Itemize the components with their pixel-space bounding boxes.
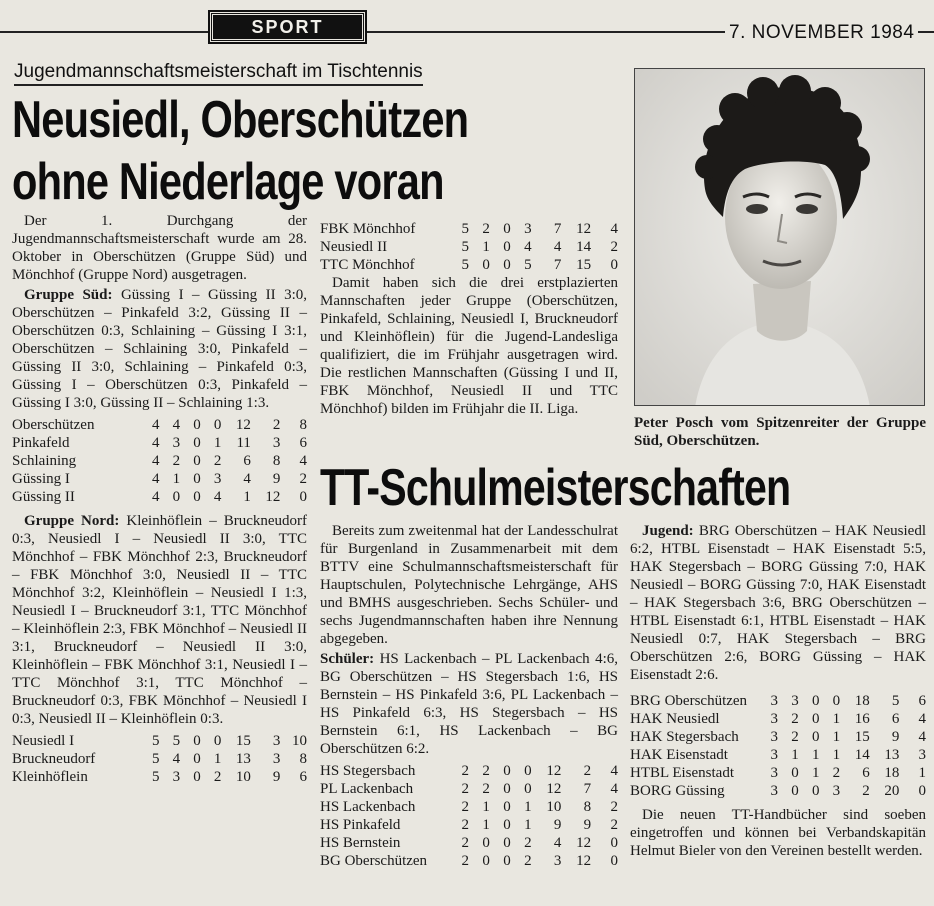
standings-value: 2 <box>272 417 281 433</box>
team-name: FBK Mönchhof <box>320 221 416 237</box>
team-name: TTC Mönchhof <box>320 257 415 273</box>
standings-value: 6 <box>299 769 307 785</box>
standings-value: 5 <box>461 239 469 255</box>
standings-value: 3 <box>172 769 181 785</box>
standings-value: 6 <box>299 435 307 451</box>
team-name: Pinkafeld <box>12 435 70 451</box>
standings-value: 5 <box>152 733 160 749</box>
standings-value: 4 <box>152 453 160 469</box>
standings-value: 3 <box>791 693 799 709</box>
standings-value: 3 <box>524 221 532 237</box>
standings-value: 1 <box>482 799 490 815</box>
issue-date: 7. NOVEMBER 1984 <box>725 22 918 44</box>
standings-row <box>630 782 926 800</box>
standings-value: 2 <box>482 763 490 779</box>
standings-value: 3 <box>272 733 281 749</box>
team-name: HS Lackenbach <box>320 799 416 815</box>
standings-value: 1 <box>524 817 532 833</box>
standings-value: 9 <box>272 769 281 785</box>
team-name: Kleinhöflein <box>12 769 88 785</box>
standings-value: 4 <box>610 781 618 797</box>
standings-value: 18 <box>854 693 870 709</box>
gruppe-nord-table-part2 <box>320 220 618 274</box>
standings-row <box>12 416 307 434</box>
gruppe-nord-table-part1 <box>12 732 307 786</box>
standings-value: 1 <box>213 435 222 451</box>
article-headline-line2: ohne Niederlage voran <box>12 153 444 211</box>
standings-row <box>630 746 926 764</box>
team-name: Güssing I <box>12 471 70 487</box>
standings-value: 0 <box>791 783 799 799</box>
standings-value: 4 <box>152 489 160 505</box>
standings-value: 0 <box>193 471 201 487</box>
gruppe-nord-text: Kleinhöflein – Bruckneudorf 0:3, Neusiedl I – Neusiedl II 3:0, TTC Mönchhof – FBK Mönchhof 2:3, Bruckneudorf – FBK Mönchhof 3:0, Neusiedl II – TTC Mönchhof 3:2, Kleinhöflein – Neusiedl I 1:3, Neusiedl I – Bruckneudorf 3:1, TTC Mönchhof – Kleinhöflein 2:3, FBK Mönchhof – Neusiedl II 3:1, Bruckneudorf – Neusiedl II 3:0, Kleinhöflein – FBK Mönchhof 3:1, Neusiedl I – TTC Mönchhof 3:1, TTC Mönchhof – Bruckneudorf 0:3, FBK Mönchhof – Neusiedl I 0:3, Neusiedl II – Kleinhöflein 0:3. <box>12 513 308 727</box>
standings-value: 0 <box>193 453 201 469</box>
standings-value: 3 <box>770 711 778 727</box>
standings-row <box>320 780 618 798</box>
standings-row <box>320 220 618 238</box>
team-name: Neusiedl I <box>12 733 75 749</box>
standings-value: 0 <box>503 853 511 869</box>
standings-value: 0 <box>524 763 532 779</box>
standings-value: 8 <box>299 417 307 433</box>
team-name: PL Lackenbach <box>320 781 414 797</box>
standings-row <box>320 834 618 852</box>
standings-value: 0 <box>811 729 820 745</box>
standings-value: 2 <box>461 781 469 797</box>
standings-row <box>320 798 618 816</box>
standings-value: 15 <box>235 733 251 749</box>
standings-value: 0 <box>610 257 618 273</box>
gruppe-sued-results <box>12 286 307 412</box>
article2-headline: TT-Schulmeisterschaften <box>320 459 791 517</box>
standings-value: 4 <box>918 711 926 727</box>
standings-value: 1 <box>811 747 820 763</box>
standings-value: 0 <box>299 489 307 505</box>
standings-value: 0 <box>213 733 222 749</box>
standings-value: 12 <box>546 763 562 779</box>
standings-row <box>320 852 618 870</box>
standings-value: 0 <box>610 835 618 851</box>
standings-value: 3 <box>770 729 778 745</box>
standings-value: 1 <box>832 729 841 745</box>
standings-value: 3 <box>213 471 222 487</box>
standings-value: 4 <box>610 221 618 237</box>
standings-row <box>12 452 307 470</box>
article-headline-line1: Neusiedl, Oberschützen <box>12 91 469 149</box>
standings-value: 3 <box>832 783 841 799</box>
standings-value: 5 <box>524 257 532 273</box>
standings-value: 4 <box>553 835 562 851</box>
standings-value: 0 <box>503 239 511 255</box>
gruppe-sued-table <box>12 416 307 506</box>
standings-value: 12 <box>546 781 562 797</box>
team-name: Neusiedl II <box>320 239 388 255</box>
article2-closing: Die neuen TT-Handbücher sind soeben eingetroffen und können bei Verbandskapitän Helmut Bieler von den Vereinen bestellt werden. <box>630 807 926 859</box>
standings-value: 1 <box>482 817 490 833</box>
standings-value: 3 <box>770 765 778 781</box>
standings-value: 5 <box>152 769 160 785</box>
gruppe-sued-text: Güssing I – Güssing II 3:0, Oberschützen – Pinkafeld 3:2, Güssing II – Oberschützen 0:3, Schlaining – Güssing I 3:1, Oberschützen – Schlaining 3:0, Pinkafeld – Güssing II 3:0, Schlaining – Pinkafeld 0:3, Güssing I – Oberschützen 0:3, Pinkafeld – Güssing I 3:0, Güssing II – Schlaining 1:3. <box>12 287 307 411</box>
standings-value: 15 <box>854 729 870 745</box>
standings-value: 0 <box>503 817 511 833</box>
standings-value: 4 <box>152 471 160 487</box>
standings-value: 2 <box>461 817 469 833</box>
standings-value: 12 <box>576 853 592 869</box>
standings-value: 4 <box>152 435 160 451</box>
standings-value: 0 <box>503 835 511 851</box>
standings-row <box>320 256 618 274</box>
standings-value: 4 <box>243 471 251 487</box>
standings-value: 1 <box>791 747 799 763</box>
jugend-label: Jugend: <box>642 523 694 539</box>
article1-column2 <box>320 220 618 418</box>
standings-value: 0 <box>811 783 820 799</box>
standings-value: 11 <box>236 435 251 451</box>
standings-value: 8 <box>583 799 592 815</box>
standings-row <box>12 768 307 786</box>
standings-value: 12 <box>235 417 251 433</box>
jugend-results <box>630 522 926 684</box>
standings-value: 2 <box>832 765 841 781</box>
standings-value: 5 <box>891 693 900 709</box>
standings-value: 0 <box>610 853 618 869</box>
standings-value: 7 <box>553 257 562 273</box>
standings-row <box>630 692 926 710</box>
standings-value: 4 <box>172 417 181 433</box>
team-name: HAK Eisenstadt <box>630 747 728 763</box>
standings-value: 2 <box>461 763 469 779</box>
team-name: Güssing II <box>12 489 75 505</box>
article-kicker: Jugendmannschaftsmeisterschaft im Tischtennis <box>14 61 423 86</box>
team-name: HAK Neusiedl <box>630 711 720 727</box>
standings-value: 3 <box>918 747 926 763</box>
standings-row <box>630 764 926 782</box>
jugend-table <box>630 692 926 800</box>
standings-value: 5 <box>172 733 181 749</box>
standings-value: 2 <box>610 239 618 255</box>
standings-value: 16 <box>854 711 870 727</box>
team-name: BORG Güssing <box>630 783 725 799</box>
standings-value: 2 <box>213 769 222 785</box>
article1-closing: Damit haben sich die drei erstplazierten Mannschaften jeder Gruppe (Oberschützen, Pinkafeld, Schlaining, Neusiedl I, Bruckneudorf und Kleinhöflein) für die Jugend-Landesliga qualifiziert, die im Frühjahr ausgetragen wird. Die restlichen Mannschaften (Güssing I und II, FBK Mönchhof, Neusiedl II und TTC Mönchhof) bilden im Frühjahr die II. Liga. <box>320 275 618 417</box>
standings-row <box>12 488 307 506</box>
standings-value: 14 <box>576 239 592 255</box>
standings-value: 6 <box>243 453 251 469</box>
standings-value: 0 <box>193 733 201 749</box>
team-name: HAK Stegersbach <box>630 729 739 745</box>
standings-value: 2 <box>213 453 222 469</box>
article2-column1 <box>320 522 618 870</box>
photo-caption: Peter Posch vom Spitzenreiter der Gruppe Süd, Oberschützen. <box>634 415 926 449</box>
player-photo <box>634 68 925 406</box>
standings-value: 0 <box>172 489 181 505</box>
standings-value: 1 <box>243 489 251 505</box>
team-name: HS Pinkafeld <box>320 817 401 833</box>
standings-row <box>630 728 926 746</box>
standings-value: 5 <box>461 257 469 273</box>
standings-value: 13 <box>884 747 900 763</box>
standings-value: 0 <box>811 693 820 709</box>
standings-value: 6 <box>862 765 870 781</box>
standings-value: 3 <box>272 751 281 767</box>
standings-value: 2 <box>524 835 532 851</box>
schueler-table <box>320 762 618 870</box>
standings-row <box>12 434 307 452</box>
standings-value: 2 <box>461 799 469 815</box>
standings-value: 0 <box>503 257 511 273</box>
standings-value: 3 <box>770 693 778 709</box>
team-name: HS Bernstein <box>320 835 401 851</box>
standings-value: 4 <box>213 489 222 505</box>
standings-value: 0 <box>791 765 799 781</box>
standings-value: 0 <box>482 835 490 851</box>
standings-value: 10 <box>546 799 562 815</box>
standings-value: 18 <box>884 765 900 781</box>
standings-value: 0 <box>482 853 490 869</box>
standings-value: 0 <box>503 799 511 815</box>
standings-value: 1 <box>832 747 841 763</box>
standings-value: 2 <box>172 453 181 469</box>
standings-value: 12 <box>265 489 281 505</box>
standings-value: 12 <box>576 835 592 851</box>
schueler-label: Schüler: <box>320 651 375 667</box>
standings-value: 2 <box>791 729 799 745</box>
article2-intro: Bereits zum zweitenmal hat der Landesschulrat für Burgenland in Zusammenarbeit mit dem BTTV eine Schulmannschaftsmeisterschaft für Hauptschulen, Polytechnische Lehrgänge, AHS und BMHS ausgeschrieben. Sechs Schüler- und sechs Jugendmannschaften haben ihre Nennung abgegeben. <box>320 523 618 647</box>
section-label: SPORT <box>210 12 365 42</box>
team-name: Schlaining <box>12 453 77 469</box>
standings-value: 0 <box>482 257 490 273</box>
standings-value: 2 <box>583 763 592 779</box>
standings-value: 3 <box>172 435 181 451</box>
standings-value: 4 <box>918 729 926 745</box>
standings-value: 5 <box>461 221 469 237</box>
standings-value: 2 <box>524 853 532 869</box>
standings-value: 2 <box>461 835 469 851</box>
standings-value: 13 <box>235 751 251 767</box>
standings-value: 1 <box>811 765 820 781</box>
standings-value: 0 <box>524 781 532 797</box>
standings-value: 2 <box>610 799 618 815</box>
standings-row <box>320 816 618 834</box>
standings-row <box>320 762 618 780</box>
standings-value: 0 <box>503 221 511 237</box>
standings-value: 0 <box>193 769 201 785</box>
standings-value: 7 <box>583 781 592 797</box>
standings-value: 2 <box>482 221 490 237</box>
schueler-text: HS Lackenbach – PL Lackenbach 4:6, BG Oberschützen – HS Stegersbach 1:6, HS Bernstein – HS Pinkafeld 3:6, PL Lackenbach – HS Pinkafeld 6:3, HS Stegersbach – HS Bernstein 6:1, HS Lackenbach – BG Oberschützen 6:2. <box>320 651 618 757</box>
standings-value: 9 <box>272 471 281 487</box>
standings-value: 3 <box>272 435 281 451</box>
standings-value: 4 <box>553 239 562 255</box>
standings-value: 0 <box>193 751 201 767</box>
standings-value: 2 <box>482 781 490 797</box>
standings-value: 4 <box>524 239 532 255</box>
standings-value: 3 <box>553 853 562 869</box>
standings-value: 9 <box>583 817 592 833</box>
article1-column1 <box>12 212 307 786</box>
standings-value: 12 <box>576 221 592 237</box>
standings-value: 2 <box>862 783 870 799</box>
standings-value: 7 <box>553 221 562 237</box>
team-name: BG Oberschützen <box>320 853 428 869</box>
standings-value: 8 <box>299 751 307 767</box>
standings-value: 20 <box>884 783 900 799</box>
standings-value: 0 <box>193 489 201 505</box>
gruppe-nord-results <box>12 512 307 728</box>
standings-value: 9 <box>891 729 900 745</box>
standings-value: 1 <box>524 799 532 815</box>
article2-column2 <box>630 522 926 860</box>
standings-value: 0 <box>213 417 222 433</box>
standings-row <box>630 710 926 728</box>
team-name: Oberschützen <box>12 417 95 433</box>
standings-value: 14 <box>854 747 870 763</box>
team-name: HS Stegersbach <box>320 763 416 779</box>
team-name: BRG Oberschützen <box>630 693 748 709</box>
standings-value: 10 <box>292 733 307 749</box>
standings-value: 3 <box>770 783 778 799</box>
gruppe-sued-label: Gruppe Süd: <box>24 287 113 303</box>
standings-value: 0 <box>832 693 841 709</box>
standings-value: 3 <box>770 747 778 763</box>
schueler-results <box>320 650 618 758</box>
standings-row <box>12 470 307 488</box>
standings-value: 2 <box>461 853 469 869</box>
standings-value: 2 <box>791 711 799 727</box>
standings-value: 0 <box>503 763 511 779</box>
standings-value: 0 <box>811 711 820 727</box>
standings-value: 1 <box>918 765 926 781</box>
standings-value: 8 <box>272 453 281 469</box>
standings-value: 0 <box>918 783 926 799</box>
jugend-text: BRG Oberschützen – HAK Neusiedl 6:2, HTBL Eisenstadt – HAK Eisenstadt 5:5, HAK Stegersbach – BORG Güssing 7:0, HAK Neusiedl – BORG Güssing 7:0, HAK Eisenstadt – HAK Stegersbach 3:6, BRG Oberschützen – HTBL Eisenstadt 6:1, HTBL Eisenstadt – HAK Neusiedl 0:7, HAK Stegersbach – BRG Oberschützen 2:6, BORG Güssing – HAK Eisenstadt 2:6. <box>630 523 926 683</box>
standings-value: 1 <box>832 711 841 727</box>
standings-value: 4 <box>152 417 160 433</box>
standings-value: 4 <box>299 453 307 469</box>
standings-value: 0 <box>193 417 201 433</box>
standings-value: 6 <box>918 693 926 709</box>
standings-row <box>12 750 307 768</box>
standings-value: 9 <box>553 817 562 833</box>
standings-value: 1 <box>172 471 181 487</box>
standings-value: 5 <box>152 751 160 767</box>
standings-value: 4 <box>610 763 618 779</box>
article1-intro: Der 1. Durchgang der Jugendmannschaftsmeisterschaft wurde am 28. Oktober in Oberschützen (Gruppe Süd) und Mönchhof (Gruppe Nord) ausgetragen. <box>12 213 307 283</box>
team-name: HTBL Eisenstadt <box>630 765 735 781</box>
standings-value: 0 <box>193 435 201 451</box>
standings-row <box>12 732 307 750</box>
portrait-image <box>635 69 925 406</box>
team-name: Bruckneudorf <box>12 751 96 767</box>
standings-value: 2 <box>610 817 618 833</box>
standings-value: 2 <box>299 471 307 487</box>
standings-row <box>320 238 618 256</box>
standings-value: 0 <box>503 781 511 797</box>
standings-value: 15 <box>576 257 592 273</box>
standings-value: 6 <box>891 711 900 727</box>
standings-value: 10 <box>235 769 251 785</box>
standings-value: 1 <box>482 239 490 255</box>
standings-value: 1 <box>213 751 222 767</box>
gruppe-nord-label: Gruppe Nord: <box>24 513 120 529</box>
standings-value: 4 <box>172 751 181 767</box>
